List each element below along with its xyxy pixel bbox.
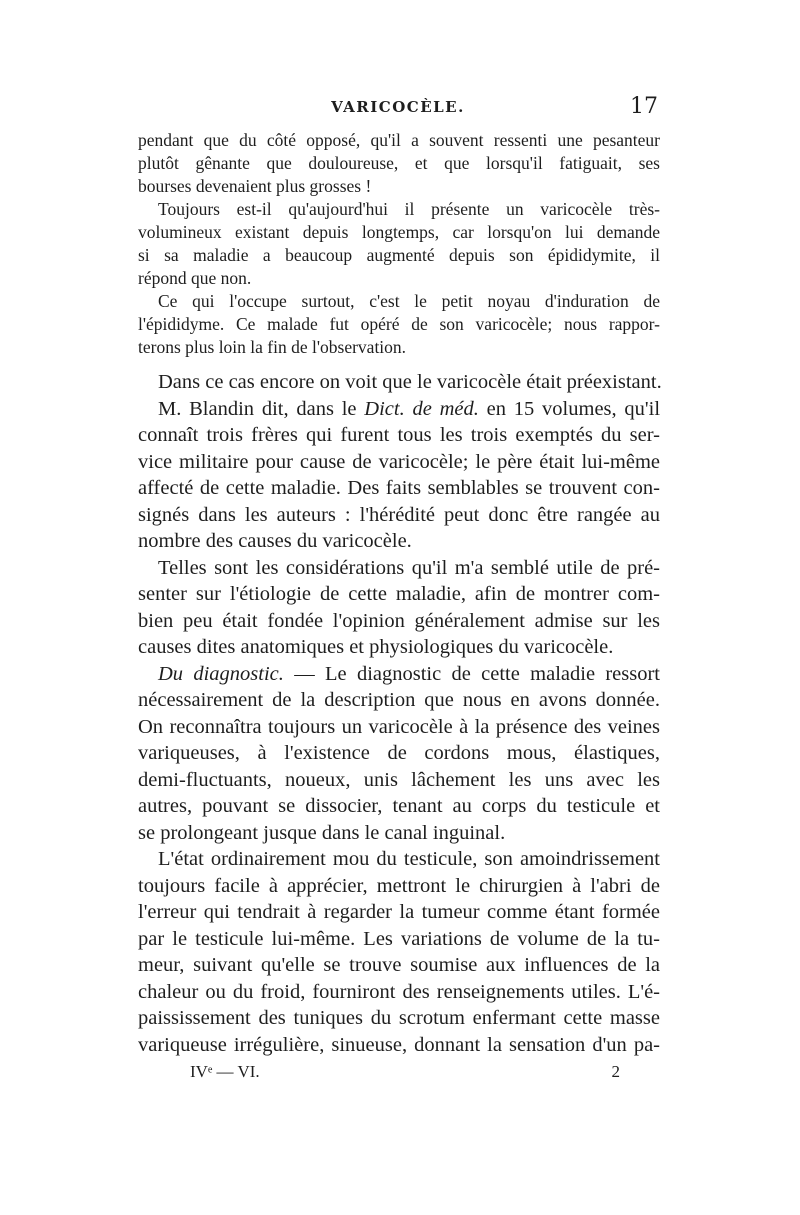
text-line: répond que non. [138, 268, 252, 288]
text-fragment: — Le diagnostic de cette maladie ressort [283, 662, 660, 685]
gathering-number: 2 [611, 1062, 620, 1081]
text-line: vice militaire pour cause de varicocèle; le père était lui-même [138, 450, 660, 473]
text-fragment: en 15 volumes, qu'il [478, 397, 661, 420]
text-line: signés dans les auteurs : l'hérédité peut donc être rangée au [138, 503, 660, 526]
text-line: chaleur ou du froid, fourniront des renseignements utiles. L'é- [138, 980, 660, 1003]
text-line: senter sur l'étiologie de cette maladie, afin de montrer com- [138, 583, 660, 605]
page-number: 17 [630, 94, 658, 119]
text-line: volumineux existant depuis longtemps, car lorsqu'on lui demande [138, 222, 660, 242]
text-line: paississement des tuniques du scrotum enfermant cette masse [138, 1007, 660, 1029]
text-line: Dans ce cas encore on voit que le varicocèle était préexistant. [158, 371, 662, 393]
text-line: par le testicule lui-même. Les variations de volume de la tu- [138, 927, 660, 950]
text-fragment: M. Blandin dit, dans le [158, 397, 365, 420]
text-line: meur, suivant qu'elle se trouve soumise aux influences de la [138, 954, 660, 976]
text-line: Toujours est-il qu'aujourd'hui il présente un varicocèle très- [158, 199, 660, 219]
section-heading: Du diagnostic. [158, 662, 284, 685]
text-line: affecté de cette maladie. Des faits semblables se trouvent con- [138, 477, 660, 499]
text-line: nécessairement de la description que nous en avons donnée. [138, 689, 660, 711]
signature-mark: IVᵉ — VI. [190, 1062, 260, 1081]
text-line: variqueuse irrégulière, sinueuse, donnant la sensation d'un pa- [138, 1033, 660, 1056]
running-title: VARICOCÈLE. [331, 98, 465, 116]
text-line: On reconnaîtra toujours un varicocèle à la présence des veines [138, 715, 660, 738]
text-line: se prolongeant jusque dans le canal inguinal. [138, 821, 506, 844]
text-line [138, 399, 660, 420]
text-line: L'état ordinairement mou du testicule, son amoindrissement [158, 848, 660, 870]
text-line: Ce qui l'occupe surtout, c'est le petit noyau d'induration de [158, 291, 660, 311]
text-line: connaît trois frères qui furent tous les trois exemptés du ser- [138, 424, 660, 446]
text-line: bourses devenaient plus grosses ! [138, 176, 372, 196]
citation-title: Dict. de méd. [364, 397, 479, 420]
text-line [138, 664, 660, 685]
text-line: Telles sont les considérations qu'il m'a semblé utile de pré- [158, 556, 660, 579]
text-line: autres, pouvant se dissocier, tenant au corps du testicule et [138, 795, 660, 817]
text-line: si sa maladie a beaucoup augmenté depuis son épididymite, il [138, 245, 660, 265]
page-header [138, 94, 658, 126]
text-line: toujours facile à apprécier, mettront le chirurgien à l'abri de [138, 874, 660, 897]
text-line: l'erreur qui tendrait à regarder la tumeur comme étant formée [138, 901, 660, 923]
text-line: terons plus loin la fin de l'observation. [138, 337, 407, 357]
printer-signature [190, 1062, 650, 1086]
text-line: plutôt gênante que douloureuse, et que lorsqu'il fatiguait, ses [138, 153, 660, 173]
text-line: nombre des causes du varicocèle. [138, 530, 412, 552]
text-line: demi-fluctuants, noueux, unis lâchement les uns avec les [138, 768, 660, 791]
text-line: pendant que du côté opposé, qu'il a souvent ressenti une pesanteur [138, 130, 660, 150]
text-line: l'épididyme. Ce malade fut opéré de son varicocèle; nous rappor- [138, 314, 660, 334]
text-line: variqueuses, à l'existence de cordons mous, élastiques, [138, 742, 660, 764]
text-line: causes dites anatomiques et physiologiques du varicocèle. [138, 636, 614, 658]
text-line: bien peu était fondée l'opinion généralement admise sur les [138, 609, 660, 632]
